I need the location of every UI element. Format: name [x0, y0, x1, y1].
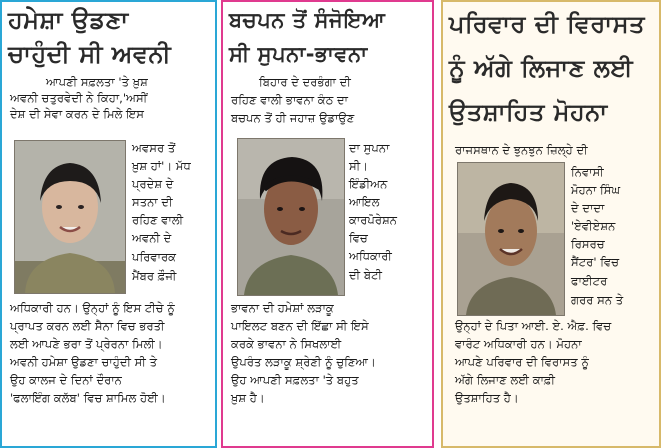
text-line: ਉਹ ਕਾਲਜ ਦੇ ਦਿਨਾਂ ਦੌਰਾਨ — [10, 373, 122, 387]
text-line: ਪਾਇਲਟ ਬਣਨ ਦੀ ਇੱਛਾ ਸੀ ਇਸੇ — [231, 319, 369, 333]
text-line: ਲਈ ਆਪਣੇ ਭਰਾ ਤੋਂ ਪ੍ਰੇਰਨਾ ਮਿਲੀ। — [10, 337, 163, 351]
text-line: ਸੀ। — [349, 159, 369, 173]
text-line: ਆਪਣੇ ਪਰਿਵਾਰ ਦੀ ਵਿਰਾਸਤ ਨੂੰ — [455, 355, 589, 369]
text-line: ਪ੍ਰਦੇਸ਼ ਦੇ — [132, 177, 174, 191]
text-line: ਉਹ ਆਪਣੀ ਸਫ਼ਲਤਾ 'ਤੇ ਬਹੁਤ — [231, 373, 359, 387]
text-line: ਦੀ ਬੇਟੀ — [349, 268, 383, 282]
text-line: ਰਾਜਸਥਾਨ ਦੇ ਝੁਨਝੁਨ ਜ਼ਿਲ੍ਹੇ ਦੀ — [455, 143, 588, 157]
article-avani — [0, 0, 217, 448]
portrait-photo-mohana — [457, 162, 565, 316]
text-line: ਰਿਸਰਚ — [571, 237, 605, 251]
text-line: ਅਧਿਕਾਰੀ ਹਨ। ਉਨ੍ਹਾਂ ਨੂੰ ਇਸ ਟੀਚੇ ਨੂੰ — [10, 301, 175, 315]
text-line: ਸਤਨਾ ਦੀ — [132, 195, 173, 209]
text-line: ਆਇਲ — [349, 195, 380, 209]
headline-line-3: ਉਤਸ਼ਾਹਿਤ ਮੋਹਨਾ — [449, 98, 608, 126]
text-line: ਅਵਨੀ ਦੇ — [132, 231, 172, 245]
text-line: ਫਾਈਟਰ — [571, 274, 608, 288]
text-line: ਗਰਰ ਸਨ ਤੇ — [571, 293, 624, 307]
headline-line-1: ਹਮੇਸ਼ਾ ਉਡਣਾ — [8, 6, 129, 34]
text-line: ਆਪਣੀ ਸਫ਼ਲਤਾ 'ਤੇ ਖ਼ੁਸ਼ — [46, 75, 148, 89]
text-line: 'ਏਵੀਏਸ਼ਨ — [571, 219, 616, 233]
text-line: ਕਾਰਪੋਰੇਸ਼ਨ — [349, 213, 398, 227]
headline-line-1: ਪਰਿਵਾਰ ਦੀ ਵਿਰਾਸਤ — [449, 10, 646, 38]
portrait-photo-avani — [14, 140, 126, 294]
text-line: ਦਾ ਸੁਪਨਾ — [349, 141, 390, 155]
text-line: ਭਾਵਨਾ ਦੀ ਹਮੇਸ਼ਾਂ ਲੜਾਕੂ — [231, 301, 334, 315]
text-line: ਉਨ੍ਹਾਂ ਦੇ ਪਿਤਾ ਆਈ. ਏ. ਐਫ਼. ਵਿਚ — [455, 319, 612, 333]
text-line: ਉਤਸ਼ਾਹਿਤ ਹੈ। — [455, 391, 519, 405]
text-line: ਪ੍ਰਾਪਤ ਕਰਨ ਲਈ ਸੈਨਾ ਵਿਚ ਭਰਤੀ — [10, 319, 165, 333]
text-line: ਅਵਨੀ ਹਮੇਸ਼ਾ ਉਡਣਾ ਚਾਹੁੰਦੀ ਸੀ ਤੇ — [10, 355, 158, 369]
text-line: ਬਚਪਨ ਤੋਂ ਹੀ ਜਹਾਜ਼ ਉਡਾਉਣ — [231, 111, 355, 125]
text-line: ਪਰਿਵਾਰਕ — [132, 250, 177, 264]
article-mohana — [441, 0, 661, 448]
text-line: ਮੈਂਬਰ ਫ਼ੌਜੀ — [132, 269, 177, 283]
text-line: ਖ਼ੁਸ਼ ਹੈ। — [231, 391, 265, 405]
text-line: ਉਪਰੰਤ ਲੜਾਕੂ ਸ਼੍ਰੇਣੀ ਨੂੰ ਚੁਣਿਆ। — [231, 355, 376, 369]
text-line: ਅਵਸਰ ਤੋਂ — [132, 141, 176, 155]
text-line: ਇੰਡੀਅਨ — [349, 177, 388, 191]
text-line: ਅਵਨੀ ਚਤੁਰਵੇਦੀ ਨੇ ਕਿਹਾ,'ਅਸੀਂ — [10, 91, 148, 105]
text-line: ਦੇਸ਼ ਦੀ ਸੇਵਾ ਕਰਨ ਦੇ ਮਿਲੇ ਇਸ — [10, 107, 144, 121]
headline-line-2: ਸੀ ਸੁਪਨਾ-ਭਾਵਨਾ — [229, 42, 368, 66]
text-line: ਅਧਿਕਾਰੀ — [349, 249, 392, 263]
article-bhawana — [221, 0, 434, 448]
text-line: ਸੈਂਟਰ' ਵਿਚ — [571, 255, 620, 269]
text-line: ਖ਼ੁਸ਼ ਹਾਂ'। ਮੱਧ — [132, 159, 191, 173]
text-line: ਰਹਿਣ ਵਾਲੀ — [132, 213, 184, 227]
headline-line-1: ਬਚਪਨ ਤੋਂ ਸੰਜੋਇਆ — [229, 8, 386, 32]
text-line: ਵਿਚ — [349, 231, 368, 245]
text-line: ਮੋਹਨਾ ਸਿੰਘ — [571, 183, 621, 197]
text-line: 'ਫਲਾਇੰਗ ਕਲੱਬ' ਵਿਚ ਸ਼ਾਮਿਲ ਹੋਈ। — [10, 391, 166, 405]
text-line: ਦੇ ਦਾਦਾ — [571, 201, 605, 215]
text-line: ਨਿਵਾਸੀ — [571, 165, 604, 179]
text-line: ਅੱਗੇ ਲਿਜਾਣ ਲਈ ਕਾਫ਼ੀ — [455, 373, 556, 387]
text-line: ਵਾਰੰਟ ਅਧਿਕਾਰੀ ਹਨ। ਮੋਹਨਾ — [455, 337, 582, 351]
text-line: ਬਿਹਾਰ ਦੇ ਦਰਭੰਗਾ ਦੀ — [259, 75, 351, 89]
text-line: ਰਹਿਣ ਵਾਲੀ ਭਾਵਨਾ ਕੰਠ ਦਾ — [231, 93, 348, 107]
text-line: ਕਰਕੇ ਭਾਵਨਾ ਨੇ ਸਿਖਲਾਈ — [231, 337, 342, 351]
headline-line-2: ਨੂੰ ਅੱਗੇ ਲਿਜਾਣ ਲਈ — [449, 54, 634, 82]
headline-line-2: ਚਾਹੁੰਦੀ ਸੀ ਅਵਨੀ — [8, 40, 172, 68]
portrait-photo-bhawana — [237, 138, 345, 296]
